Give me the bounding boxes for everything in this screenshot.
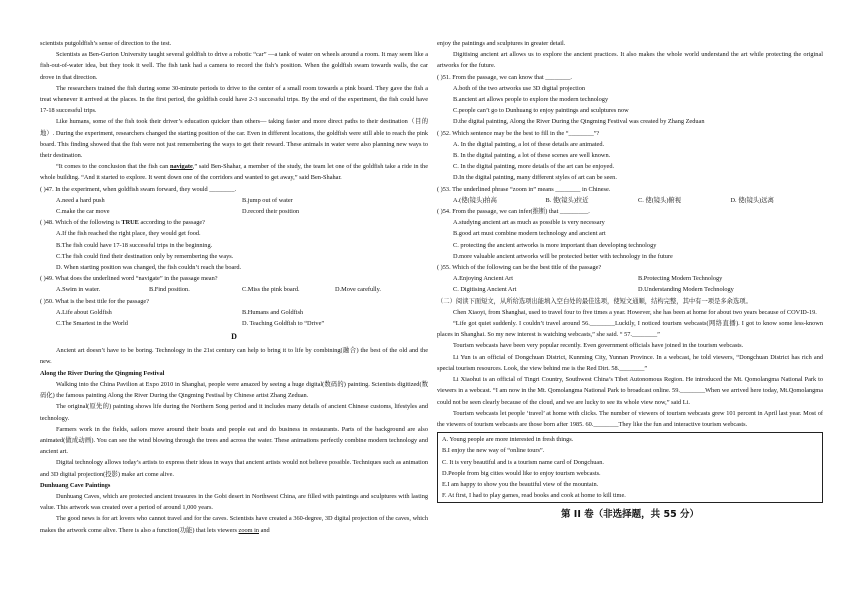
left-column [40,38,428,536]
option-d[interactable]: D.record their position [242,208,300,216]
passage-d-paragraph: The original(原先的) painting shows life during the Northern Song period and it includes many details of ancient Chinese customs, lifestyles and technology. [40,403,428,422]
option-a[interactable]: A.both of the two artworks use 3D digital projection [453,84,586,92]
option-c[interactable]: C. protecting the ancient artworks is more important than developing technology [453,241,657,249]
option-c[interactable]: C.people can’t go to Dunhuang to enjoy paintings and sculptures now [453,107,629,115]
section-d-heading: D [231,332,237,342]
passage-d-paragraph: Digital technology allows today’s artists to express their ideas in ways that ancient artists would not believe possible. Techniques such as animation and 3D digital projection(投影) make art come alive. [40,459,428,478]
option-b[interactable]: B. In the digital painting, a lot of these scenes are well known. [453,152,611,160]
option-d[interactable]: D.Move carefully. [335,286,381,294]
passage-d-continuation: enjoy the paintings and sculptures in greater detail. [437,40,566,47]
box-option-e[interactable]: E.I am happy to show you the beautiful view of the mountain. [442,480,599,488]
passage-d-paragraph: Dunhuang Caves, which are protected ancient treasures in the Gobi desert in Northwest China, are filled with paintings and sculptures with lasting value. This artwork was created over a period of around 1,000 years. [40,492,428,512]
option-c[interactable]: C. 使(镜头)俯视 [638,196,682,204]
question-50-options [40,318,428,329]
option-a[interactable]: A.(使(镜头)拍高 [453,196,497,204]
option-b[interactable]: B. 使(镜头)拉近 [545,196,589,204]
question-47-options [40,206,428,217]
question-48-stem: ( )48. Which of the following is TRUE according to the passage? [40,219,205,227]
box-option-f[interactable]: F. At first, I had to play games, read books and cook at home to kill time. [442,492,626,500]
passage-c-paragraph: The researchers trained the fish during some 30-minute periods to drive to the center of a small room towards a pink board. They gave the fish a treat whenever it arrived at the places. In the first period, the goldfish could have 2-3 successful trips. By the end of the experiment, the fish could have 17-18 successful trips. [40,84,428,115]
question-55-options [437,273,823,284]
passage-c-continuation: scientists putgoldfish’s sense of direction to the test. [40,40,172,47]
option-b[interactable]: B.Protecting Modern Technology [638,275,723,283]
cloze-paragraph: “Life got quiet suddenly. I couldn’t travel around 56.________Luckily, I noticed tourism webcasts(网络直播). I got to know some less-known places in Shanghai. So my new interest is watching webcasts,” she said. “ 57.________” [437,320,823,339]
option-b[interactable]: B.ancient art allows people to explore the modern technology [453,96,609,104]
question-50-options [40,307,428,318]
option-a[interactable]: A.studying ancient art as much as possible is very necessary [453,219,605,227]
passage-d-paragraph: Digitising ancient art allows us to explore the ancient practices. It also makes the whole world understand the art while protecting the original artworks for the future. [437,51,823,70]
option-b[interactable]: B.jump out of water [242,196,293,204]
box-option-a[interactable]: A. Young people are more interested in fresh things. [442,436,574,444]
passage-d-paragraph: Farmers work in the fields, sailors move around their boats and people eat and do business in restaurants. Parts of the background are also animated(做成动画). You can see the wind blowing through the trees and across the water. These animations perfectly combine modern technology and ancient art. [40,425,428,456]
option-d[interactable]: D.Understanding Modern Technology [638,286,734,294]
option-a[interactable]: A.Life about Goldfish [56,308,112,316]
passage-c-quote-paragraph: “It comes to the conclusion that the fish can navigate,” said Ben-Shahar, a member of the study, the team let one of the goldfish take a ride in the whole building. “And it started to explore. It went down one of the corridors and wanted to get away,” said Ben-Shahar. [40,163,428,182]
part-2-heading: 第 II 卷（非选择题，共 55 分） [560,509,700,521]
option-d[interactable]: D.the digital painting, Along the River During the Qingming Festival was created by Zhang Zeduan [453,118,705,126]
passage-d-subheading: Dunhuang Cave Paintings [40,481,111,489]
question-49-options [40,284,428,295]
question-50-stem: ( )50. What is the best title for the passage? [40,297,149,305]
option-c[interactable]: C.The fish could find their destination only by remembering the ways. [56,252,234,260]
option-c[interactable]: C.Miss the pink board. [242,286,300,294]
option-d[interactable]: D. When starting position was changed, the fish couldn’t reach the board. [56,264,242,272]
option-d[interactable]: D. Teaching Goldfish to “Drive” [242,320,325,328]
right-column [437,38,823,521]
question-54-stem: ( )54. From the passage, we can infer(推断) that _________. [437,208,590,216]
cloze-paragraph: Tourism webcasts have been very popular recently. Even government officials have joined in the tourism webcasts. [453,342,744,350]
cloze-paragraph: Chen Xiaoyi, from Shanghai, used to travel four to five times a year. However, she has been at home for about two years because of COVID-19. [453,308,817,316]
option-c[interactable]: C. Digitising Ancient Art [453,286,517,294]
question-47-stem: ( )47. In the experiment, when goldfish swam forward, they would ________. [40,185,237,193]
underlined-word-navigate: navigate [170,163,193,171]
passage-d-paragraph: Ancient art doesn’t have to be boring. Technology in the 21st century can help to bring it to life by combining(融合) the best of the old and the new. [40,347,428,366]
question-47-options [40,195,428,206]
box-option-b[interactable]: B.I enjoy the new way of “online tours”. [442,447,545,455]
option-d[interactable]: D.In the digital painting, many different styles of art can be seen. [453,174,617,182]
option-b[interactable]: B.Humans and Goldfish [242,308,304,316]
cloze-paragraph: Li Xiaohui is an official of Tingri Country, Southwest China’s Tibet Autonomous Region. He introduced the Mt. Qomolangma National Park to viewers in a webcast. “I am now in the Mt. Qomolangma National Park to broadcast online. 59.________When we arrived here today, Mt.Qomolangma could not be seen clearly because of the cloud, and we are lucky to see its whole view now,” said Li. [437,376,823,406]
passage-d-paragraph: Walking into the China Pavilion at Expo 2010 in Shanghai, people were amazed by seeing a huge digital(数码的) painting. Scientists digitized(数码化) the famous painting Along the River During the Qingming Festisal by Chinese artist Zhang Zeduan. [40,380,428,400]
question-52-stem: ( )52. Which sentence may be the best to fill in the “________”? [437,129,600,137]
options-box [437,432,823,503]
option-a[interactable]: A.If the fish reached the right place, they would get food. [56,230,201,238]
option-a[interactable]: A.Enjoying Ancient Art [453,275,513,283]
box-option-c[interactable]: C. It is very beautiful and is a tourism name card of Dongchuan. [442,458,604,466]
option-a[interactable]: A.Swim in water. [56,286,101,294]
passage-d-subheading: Along the River During the Qingming Festival [40,369,165,377]
question-53-options [437,195,823,206]
question-49-stem: ( )49. What does the underlined word “navigate” in the passage mean? [40,275,218,283]
option-a[interactable]: A. In the digital painting, a lot of these details are animated. [453,140,605,148]
question-51-stem: ( )51. From the passage, we can know that ________. [437,73,573,81]
cloze-paragraph: Li Yun is an official of Dongchuan District, Kunming City, Yunnan Province. In a webcast, he told viewers, “Dongchuan District has rich and special tourism resources. Look, the view behind me is the Red Dirt. 58.________” [437,353,823,372]
option-d[interactable]: D.more valuable ancient artworks will be protected better with technology in the future [453,252,673,260]
option-b[interactable]: B.The fish could have 17-18 successful trips in the beginning. [56,241,213,249]
option-c[interactable]: C.make the car move [56,208,110,216]
cloze-paragraph: Tourism webcasts let people ‘travel’ at home with clicks. The number of viewers of tourism webcasts grew 101 percent in April last year. Most of the viewers of tourism webcasts are those born after 1985. 60.________They like the fun and interactive tourism webcasts. [437,409,823,428]
question-55-options [437,284,823,295]
option-b[interactable]: B.Find position. [149,286,190,294]
option-c[interactable]: C. In the digital painting, more details of the art can be enjoyed. [453,163,615,171]
option-d[interactable]: D. 使(镜头)远离 [730,196,774,204]
passage-c-paragraph: Like humans, some of the fish took their driver’s education quicker than others— taking faster and more direct paths to their destination（目的地）. During the experiment, researchers changed the starting position of the car. Even in different locations, the goldfish were still able to reach the pink board. This finding showed that the fish were not just remembering the ways to get their reward. These animals in water were also planning new ways to their destination. [40,118,428,160]
section-2-instructions: （二）阅读下面短文，从所给选项出能填入空白处的最佳选项，使短文通顺，结构完整，其中有一项是多余选项。 [437,297,752,305]
option-a[interactable]: A.need a hard push [56,196,105,204]
passage-d-paragraph: The good news is for art lovers who cannot travel and for the caves. Scientists have created a 360-degree, 3D digital projection of the caves, which makes the artwork come alive. There is also a function(功能) that lets viewers zoom in and [40,515,428,534]
question-55-stem: ( )55. Which of the following can be the best title of the passage? [437,264,602,272]
box-option-d[interactable]: D.People from big cities would like to enjoy tourism webcasts. [442,469,601,477]
option-c[interactable]: C.The Smartest in the World [56,320,128,328]
underlined-phrase-zoom-in: zoom in [238,526,259,534]
question-53-stem: ( )53. The underlined phrase “zoom in” means ________ in Chinese. [437,185,611,193]
passage-c-paragraph: Scientists as Ben-Gurion University taught several goldfish to drive a robotic “car” —a tank of water on wheels around a room. It may seem like a fish-out-of-water idea, but they took it well. The fish tank had a camera to record the fish’s position. When the goldfish swam towards walls, the car drove in that direction. [40,51,428,81]
option-b[interactable]: B.good art must combine modern technology and ancient art [453,230,606,238]
